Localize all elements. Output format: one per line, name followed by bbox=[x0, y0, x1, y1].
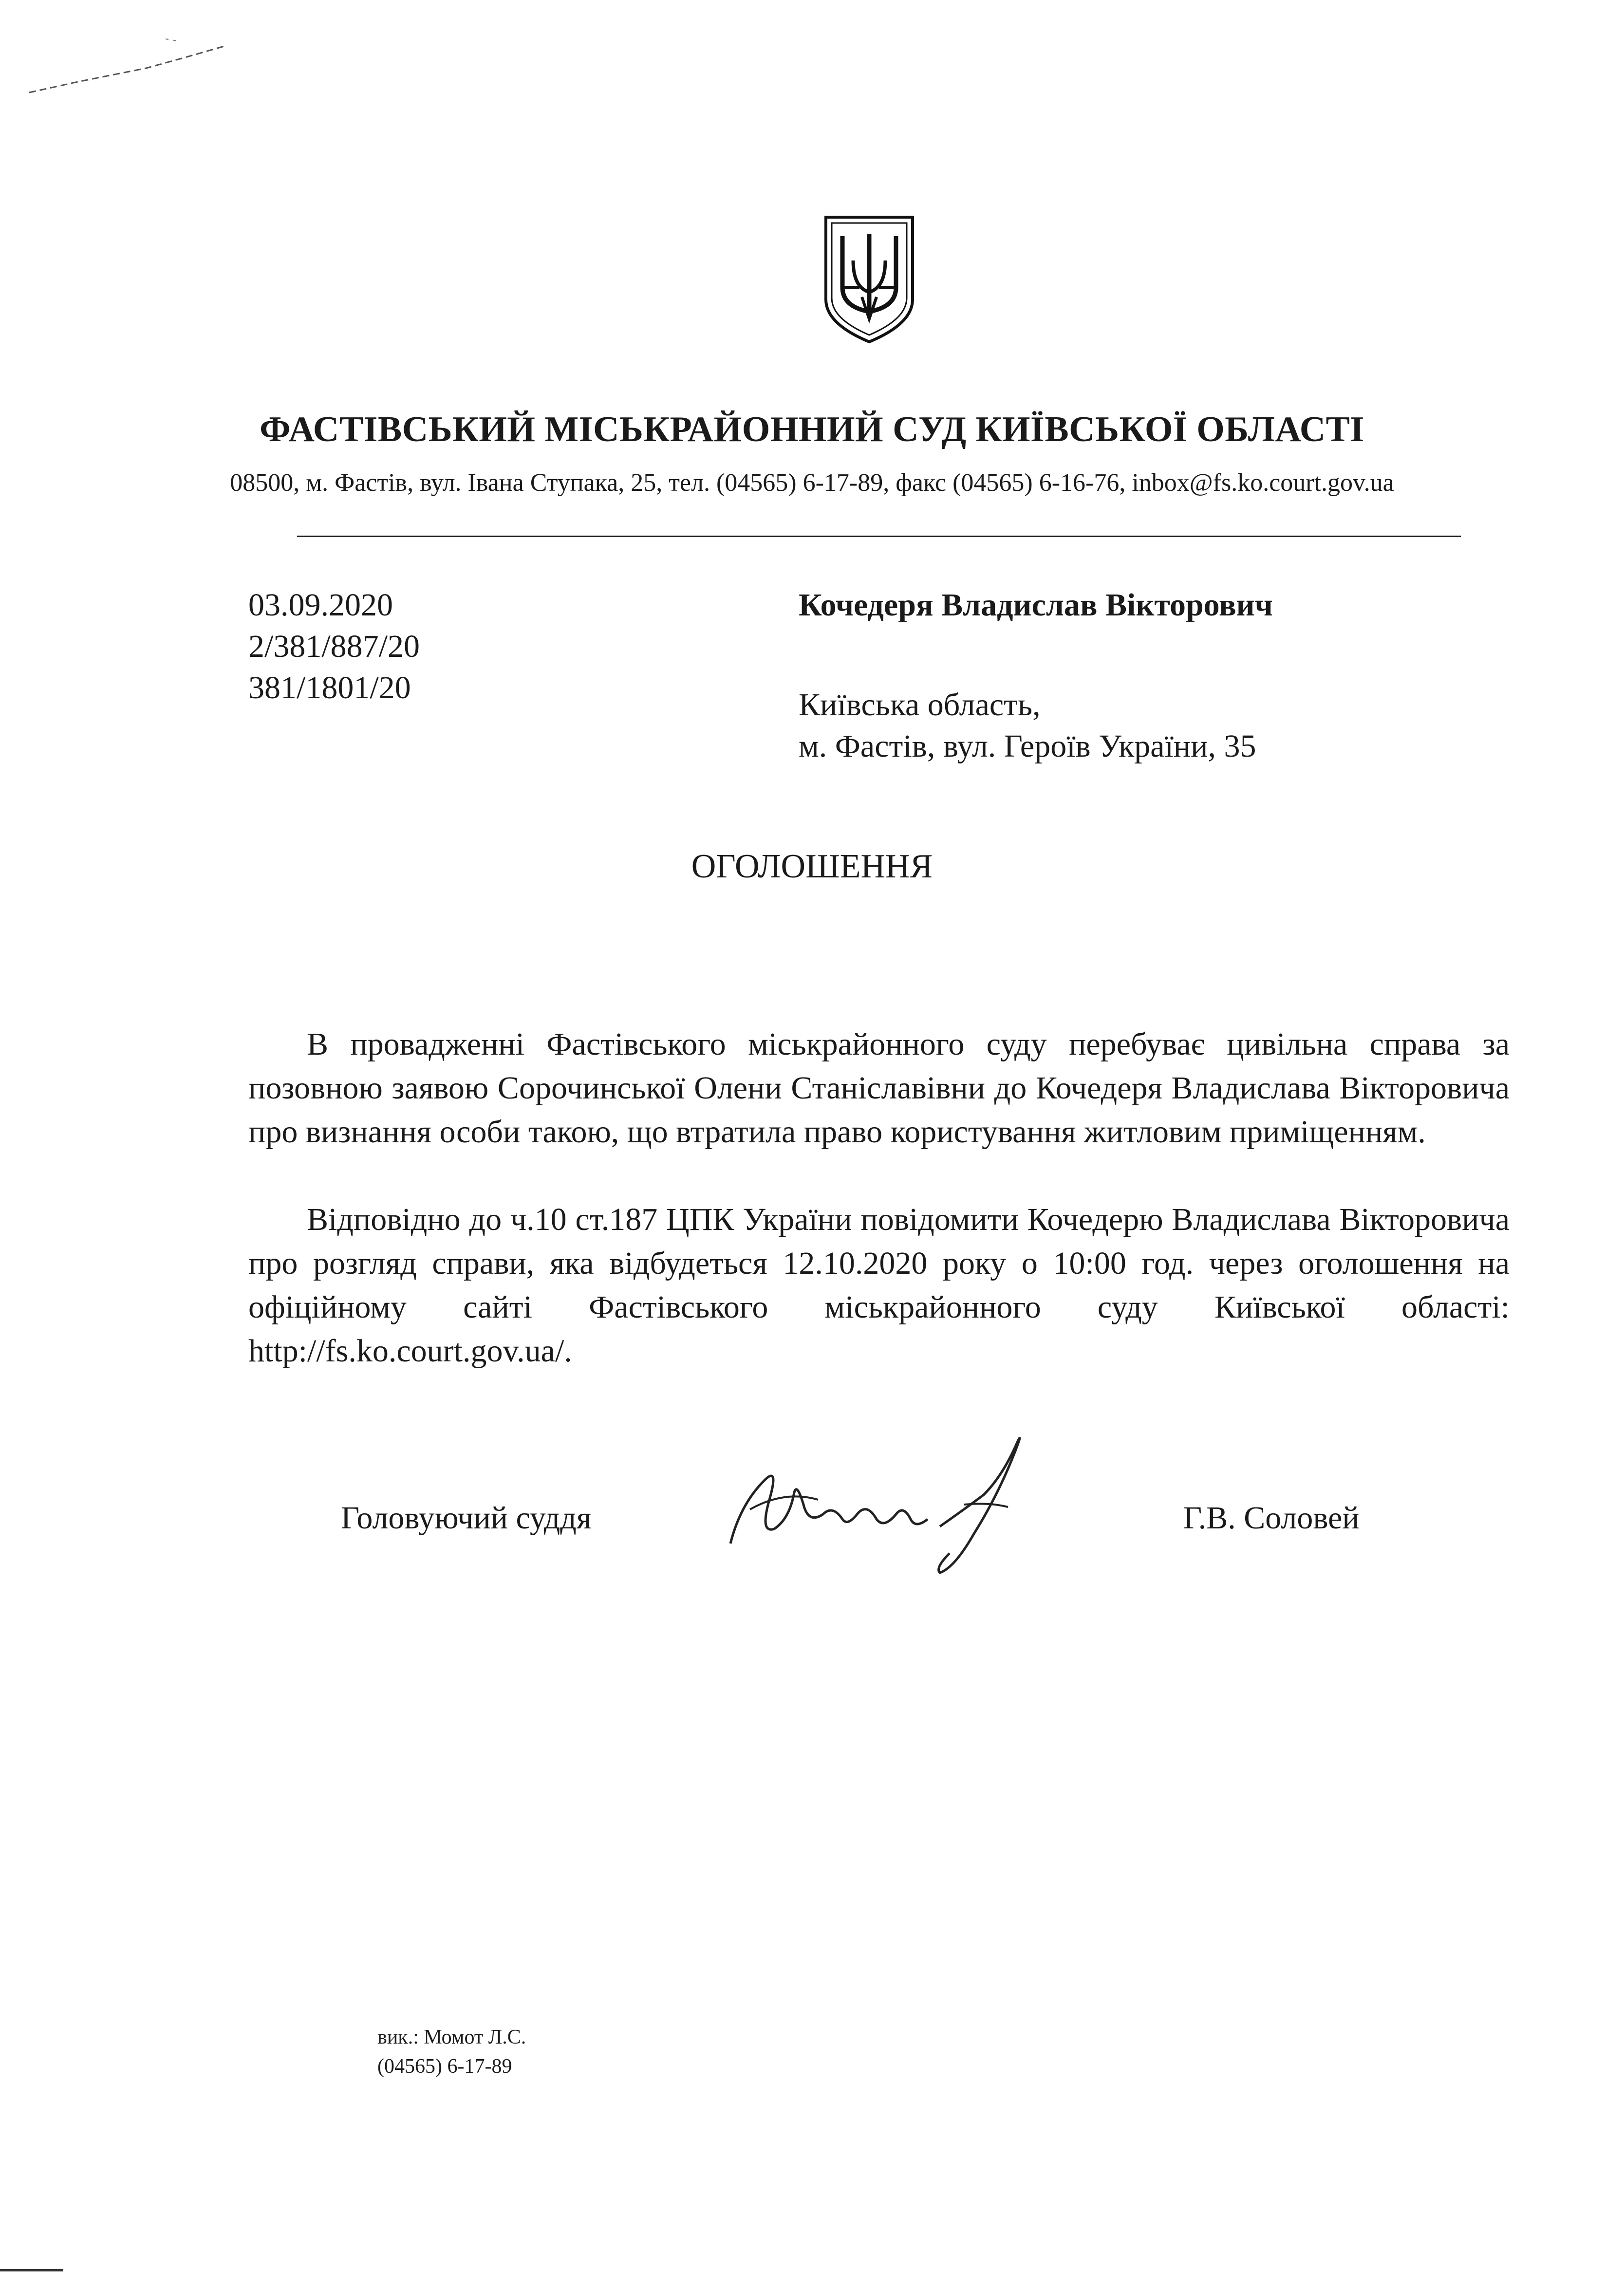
recipient-street: м. Фастів, вул. Героїв України, 35 bbox=[799, 728, 1256, 764]
court-name: ФАСТІВСЬКИЙ МІСЬКРАЙОННИЙ СУД КИЇВСЬКОЇ ОБЛАСТІ bbox=[260, 409, 1364, 449]
recipient-name: Кочедеря Владислав Вікторович bbox=[799, 587, 1273, 623]
recipient-region: Київська область, bbox=[799, 687, 1041, 723]
header-divider bbox=[297, 536, 1461, 537]
document-date: 03.09.2020 bbox=[248, 587, 393, 623]
signer-role: Головуючий суддя bbox=[341, 1500, 592, 1536]
reference-number: 381/1801/20 bbox=[248, 670, 411, 706]
trident-emblem-icon bbox=[823, 214, 915, 346]
scan-pen-marks bbox=[19, 19, 253, 102]
scan-edge-mark bbox=[0, 2269, 63, 2271]
body-paragraph-2: Відповідно до ч.10 ст.187 ЦПК України повідомити Кочедерю Владислава Вікторовича про розгляд справи, яка відбудеться 12.10.2020 року о 10:00 год. через оголошення на офіційному сайті Фастівського міськрайонного суду Київської області: http://fs.ko.court.gov.ua/. bbox=[248, 1202, 1510, 1369]
document-title: ОГОЛОШЕННЯ bbox=[691, 848, 933, 885]
executor-name: вик.: Момот Л.С. bbox=[377, 2026, 526, 2048]
court-address: 08500, м. Фастів, вул. Івана Ступака, 25, тел. (04565) 6-17-89, факс (04565) 6-16-76, inbox@fs.ko.court.gov.ua bbox=[230, 469, 1394, 497]
handwritten-signature bbox=[711, 1422, 1052, 1578]
case-number: 2/381/887/20 bbox=[248, 629, 420, 664]
signer-name: Г.В. Соловей bbox=[1183, 1500, 1360, 1536]
executor-phone: (04565) 6-17-89 bbox=[377, 2055, 512, 2078]
body-paragraph-1: В провадженні Фастівського міськрайонного суду перебуває цивільна справа за позовною заявою Сорочинської Олени Станіславівни до Кочедеря Владислава Вікторовича про визнання особи такою, що втратила право користування житловим приміщенням. bbox=[248, 1026, 1510, 1150]
